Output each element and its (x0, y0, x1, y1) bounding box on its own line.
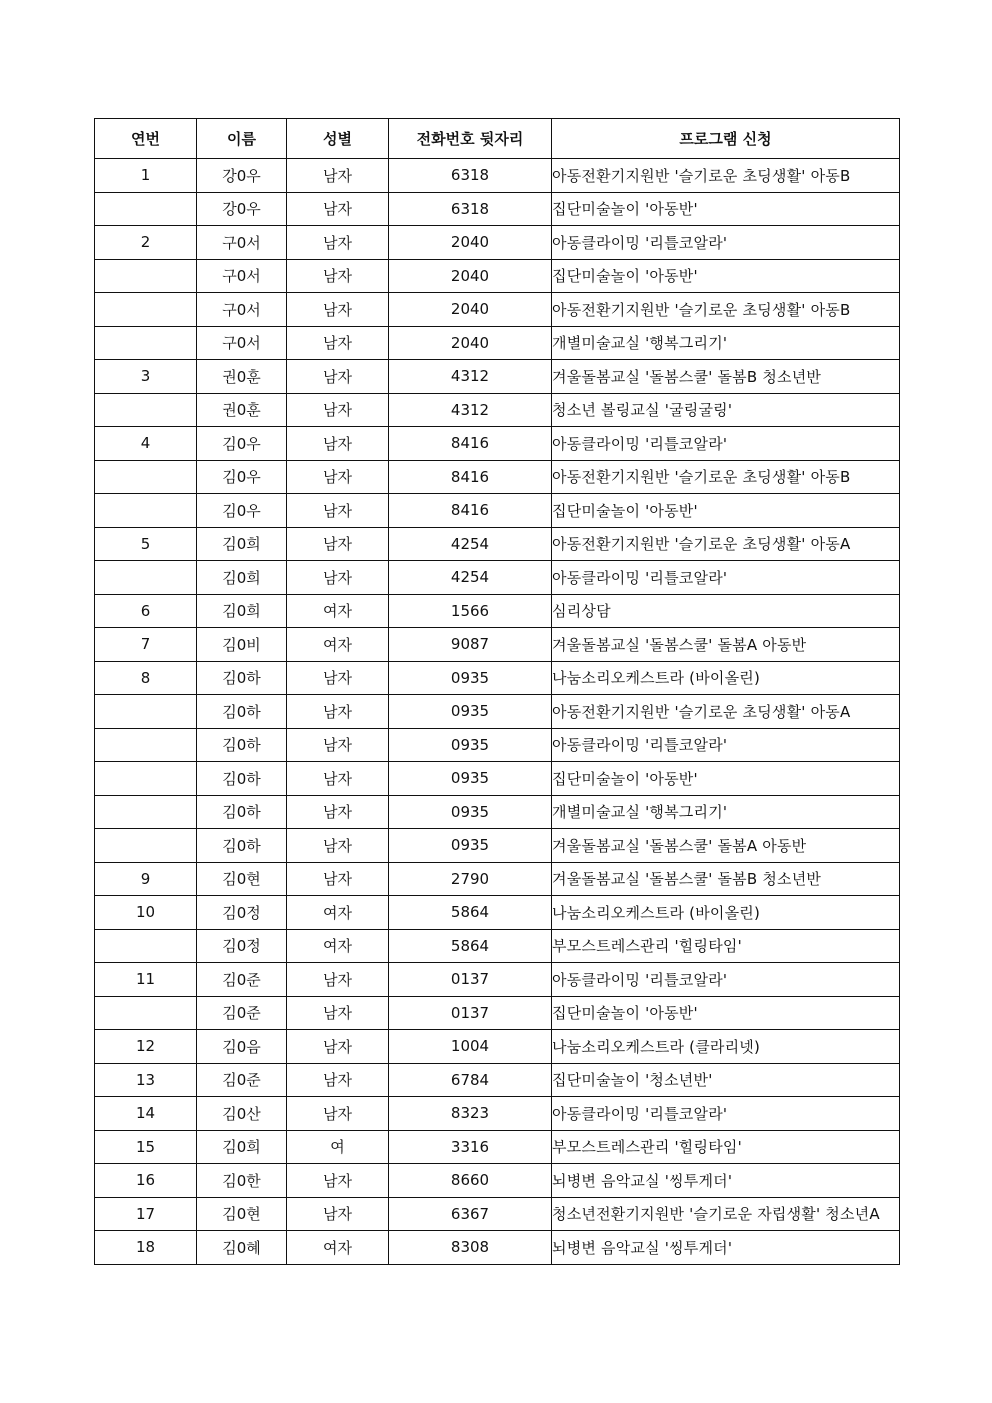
header-no: 연번 (95, 119, 197, 159)
cell-program: 아동전환기지원반 '슬기로운 초딩생활' 아동B (552, 159, 900, 193)
cell-sex: 남자 (287, 795, 389, 829)
table-row (95, 929, 900, 963)
header-program: 프로그램 신청 (552, 119, 900, 159)
table-row (95, 226, 900, 260)
cell-sex: 남자 (287, 494, 389, 528)
table-row (95, 628, 900, 662)
table-row (95, 393, 900, 427)
cell-sex: 남자 (287, 661, 389, 695)
cell-name: 김0현 (197, 1197, 287, 1231)
table-row (95, 460, 900, 494)
cell-phone: 2040 (389, 259, 552, 293)
cell-program: 나눔소리오케스트라 (바이올린) (552, 896, 900, 930)
cell-no: 5 (95, 527, 197, 561)
cell-phone: 5864 (389, 896, 552, 930)
cell-no (95, 996, 197, 1030)
cell-name: 강0우 (197, 159, 287, 193)
cell-sex: 여자 (287, 929, 389, 963)
cell-phone: 8416 (389, 427, 552, 461)
cell-phone: 8308 (389, 1231, 552, 1265)
cell-no (95, 460, 197, 494)
cell-program: 겨울돌봄교실 '돌봄스쿨' 돌봄B 청소년반 (552, 360, 900, 394)
cell-no: 1 (95, 159, 197, 193)
cell-phone: 8323 (389, 1097, 552, 1131)
cell-name: 권0훈 (197, 360, 287, 394)
cell-name: 구0서 (197, 226, 287, 260)
cell-name: 김0희 (197, 1130, 287, 1164)
cell-program: 뇌병변 음악교실 '씽투게더' (552, 1231, 900, 1265)
cell-sex: 남자 (287, 1030, 389, 1064)
cell-no (95, 829, 197, 863)
cell-no (95, 561, 197, 595)
cell-no: 18 (95, 1231, 197, 1265)
cell-program: 아동전환기지원반 '슬기로운 초딩생활' 아동A (552, 695, 900, 729)
cell-sex: 남자 (287, 996, 389, 1030)
cell-phone: 0935 (389, 795, 552, 829)
table-row (95, 896, 900, 930)
table-row (95, 1164, 900, 1198)
cell-phone: 4312 (389, 360, 552, 394)
cell-no (95, 259, 197, 293)
cell-name: 김0하 (197, 762, 287, 796)
cell-program: 아동클라이밍 '리틀코알라' (552, 226, 900, 260)
cell-no: 3 (95, 360, 197, 394)
cell-no (95, 326, 197, 360)
cell-sex: 남자 (287, 829, 389, 863)
cell-name: 김0준 (197, 963, 287, 997)
cell-phone: 8416 (389, 494, 552, 528)
cell-sex: 남자 (287, 259, 389, 293)
table-row (95, 795, 900, 829)
cell-no (95, 494, 197, 528)
cell-program: 심리상담 (552, 594, 900, 628)
cell-no (95, 192, 197, 226)
cell-sex: 남자 (287, 226, 389, 260)
cell-no (95, 762, 197, 796)
table-row (95, 1197, 900, 1231)
cell-program: 부모스트레스관리 '힐링타임' (552, 1130, 900, 1164)
table-row (95, 1130, 900, 1164)
cell-no (95, 728, 197, 762)
table-row (95, 1063, 900, 1097)
cell-program: 겨울돌봄교실 '돌봄스쿨' 돌봄B 청소년반 (552, 862, 900, 896)
cell-phone: 8660 (389, 1164, 552, 1198)
cell-name: 김0혜 (197, 1231, 287, 1265)
cell-phone: 6318 (389, 159, 552, 193)
cell-phone: 0935 (389, 661, 552, 695)
table-row (95, 293, 900, 327)
cell-sex: 남자 (287, 527, 389, 561)
cell-program: 개별미술교실 '행복그리기' (552, 326, 900, 360)
table-row (95, 527, 900, 561)
cell-program: 집단미술놀이 '아동반' (552, 494, 900, 528)
cell-phone: 6367 (389, 1197, 552, 1231)
cell-no: 9 (95, 862, 197, 896)
table-row (95, 1030, 900, 1064)
table-row (95, 661, 900, 695)
cell-program: 아동전환기지원반 '슬기로운 초딩생활' 아동B (552, 460, 900, 494)
cell-sex: 남자 (287, 561, 389, 595)
cell-name: 김0정 (197, 929, 287, 963)
table-row (95, 259, 900, 293)
cell-program: 집단미술놀이 '아동반' (552, 259, 900, 293)
cell-phone: 2790 (389, 862, 552, 896)
cell-sex: 여자 (287, 594, 389, 628)
table-row (95, 561, 900, 595)
cell-phone: 2040 (389, 326, 552, 360)
table-row (95, 1231, 900, 1265)
cell-no: 6 (95, 594, 197, 628)
cell-no: 11 (95, 963, 197, 997)
cell-sex: 남자 (287, 1063, 389, 1097)
cell-phone: 0137 (389, 996, 552, 1030)
cell-phone: 6318 (389, 192, 552, 226)
cell-sex: 남자 (287, 326, 389, 360)
cell-program: 아동전환기지원반 '슬기로운 초딩생활' 아동A (552, 527, 900, 561)
cell-phone: 0137 (389, 963, 552, 997)
cell-program: 아동클라이밍 '리틀코알라' (552, 427, 900, 461)
cell-name: 김0우 (197, 494, 287, 528)
cell-no: 2 (95, 226, 197, 260)
cell-name: 구0서 (197, 259, 287, 293)
cell-program: 겨울돌봄교실 '돌봄스쿨' 돌봄A 아동반 (552, 829, 900, 863)
cell-phone: 9087 (389, 628, 552, 662)
cell-name: 김0비 (197, 628, 287, 662)
cell-sex: 남자 (287, 460, 389, 494)
table-row (95, 996, 900, 1030)
cell-phone: 1566 (389, 594, 552, 628)
cell-no: 10 (95, 896, 197, 930)
cell-no (95, 293, 197, 327)
cell-name: 김0희 (197, 561, 287, 595)
cell-name: 김0희 (197, 594, 287, 628)
cell-name: 김0산 (197, 1097, 287, 1131)
cell-name: 김0희 (197, 527, 287, 561)
cell-phone: 2040 (389, 293, 552, 327)
cell-program: 아동클라이밍 '리틀코알라' (552, 963, 900, 997)
cell-sex: 남자 (287, 360, 389, 394)
cell-program: 개별미술교실 '행복그리기' (552, 795, 900, 829)
header-name: 이름 (197, 119, 287, 159)
table-row (95, 762, 900, 796)
table-row (95, 494, 900, 528)
cell-sex: 남자 (287, 159, 389, 193)
cell-sex: 남자 (287, 695, 389, 729)
table-header-row (95, 119, 900, 159)
cell-phone: 1004 (389, 1030, 552, 1064)
cell-name: 김0하 (197, 661, 287, 695)
cell-name: 김0하 (197, 829, 287, 863)
cell-name: 김0우 (197, 427, 287, 461)
cell-sex: 여 (287, 1130, 389, 1164)
table-row (95, 192, 900, 226)
cell-phone: 0935 (389, 695, 552, 729)
cell-name: 김0현 (197, 862, 287, 896)
cell-name: 김0준 (197, 996, 287, 1030)
table-row (95, 963, 900, 997)
table-row (95, 594, 900, 628)
cell-program: 아동클라이밍 '리틀코알라' (552, 561, 900, 595)
table-row (95, 728, 900, 762)
cell-no: 8 (95, 661, 197, 695)
cell-program: 아동전환기지원반 '슬기로운 초딩생활' 아동B (552, 293, 900, 327)
cell-no: 16 (95, 1164, 197, 1198)
cell-program: 집단미술놀이 '청소년반' (552, 1063, 900, 1097)
cell-no: 7 (95, 628, 197, 662)
cell-program: 아동클라이밍 '리틀코알라' (552, 1097, 900, 1131)
cell-name: 구0서 (197, 326, 287, 360)
cell-program: 청소년전환기지원반 '슬기로운 자립생활' 청소년A (552, 1197, 900, 1231)
cell-sex: 여자 (287, 628, 389, 662)
cell-sex: 남자 (287, 192, 389, 226)
cell-name: 김0준 (197, 1063, 287, 1097)
header-sex: 성별 (287, 119, 389, 159)
cell-phone: 0935 (389, 728, 552, 762)
cell-name: 권0훈 (197, 393, 287, 427)
cell-sex: 남자 (287, 862, 389, 896)
cell-phone: 0935 (389, 829, 552, 863)
table-row (95, 829, 900, 863)
cell-program: 집단미술놀이 '아동반' (552, 762, 900, 796)
cell-no: 14 (95, 1097, 197, 1131)
table-row (95, 1097, 900, 1131)
table-row (95, 862, 900, 896)
cell-program: 겨울돌봄교실 '돌봄스쿨' 돌봄A 아동반 (552, 628, 900, 662)
cell-phone: 5864 (389, 929, 552, 963)
cell-name: 강0우 (197, 192, 287, 226)
cell-sex: 남자 (287, 393, 389, 427)
cell-sex: 여자 (287, 1231, 389, 1265)
cell-phone: 4254 (389, 561, 552, 595)
cell-name: 구0서 (197, 293, 287, 327)
table-row (95, 695, 900, 729)
cell-sex: 여자 (287, 896, 389, 930)
cell-sex: 남자 (287, 293, 389, 327)
cell-no: 13 (95, 1063, 197, 1097)
table-row (95, 159, 900, 193)
cell-phone: 4254 (389, 527, 552, 561)
cell-program: 집단미술놀이 '아동반' (552, 192, 900, 226)
cell-no: 12 (95, 1030, 197, 1064)
cell-sex: 남자 (287, 1164, 389, 1198)
cell-phone: 0935 (389, 762, 552, 796)
cell-no (95, 393, 197, 427)
table-row (95, 360, 900, 394)
cell-sex: 남자 (287, 762, 389, 796)
cell-no (95, 795, 197, 829)
cell-phone: 3316 (389, 1130, 552, 1164)
table-row (95, 427, 900, 461)
cell-program: 청소년 볼링교실 '굴링굴링' (552, 393, 900, 427)
table-row (95, 326, 900, 360)
cell-name: 김0하 (197, 795, 287, 829)
cell-sex: 남자 (287, 963, 389, 997)
cell-no (95, 929, 197, 963)
cell-name: 김0하 (197, 695, 287, 729)
cell-sex: 남자 (287, 1097, 389, 1131)
cell-name: 김0음 (197, 1030, 287, 1064)
cell-no: 4 (95, 427, 197, 461)
cell-sex: 남자 (287, 427, 389, 461)
cell-phone: 8416 (389, 460, 552, 494)
cell-sex: 남자 (287, 1197, 389, 1231)
cell-program: 뇌병변 음악교실 '씽투게더' (552, 1164, 900, 1198)
cell-name: 김0정 (197, 896, 287, 930)
header-phone: 전화번호 뒷자리 (389, 119, 552, 159)
cell-program: 나눔소리오케스트라 (클라리넷) (552, 1030, 900, 1064)
cell-no (95, 695, 197, 729)
cell-program: 나눔소리오케스트라 (바이올린) (552, 661, 900, 695)
cell-phone: 6784 (389, 1063, 552, 1097)
cell-name: 김0하 (197, 728, 287, 762)
cell-no: 15 (95, 1130, 197, 1164)
cell-phone: 4312 (389, 393, 552, 427)
cell-no: 17 (95, 1197, 197, 1231)
cell-program: 아동클라이밍 '리틀코알라' (552, 728, 900, 762)
program-application-table (94, 118, 900, 1265)
cell-name: 김0한 (197, 1164, 287, 1198)
cell-phone: 2040 (389, 226, 552, 260)
cell-program: 부모스트레스관리 '힐링타임' (552, 929, 900, 963)
table-body (95, 159, 900, 1265)
cell-sex: 남자 (287, 728, 389, 762)
cell-program: 집단미술놀이 '아동반' (552, 996, 900, 1030)
cell-name: 김0우 (197, 460, 287, 494)
